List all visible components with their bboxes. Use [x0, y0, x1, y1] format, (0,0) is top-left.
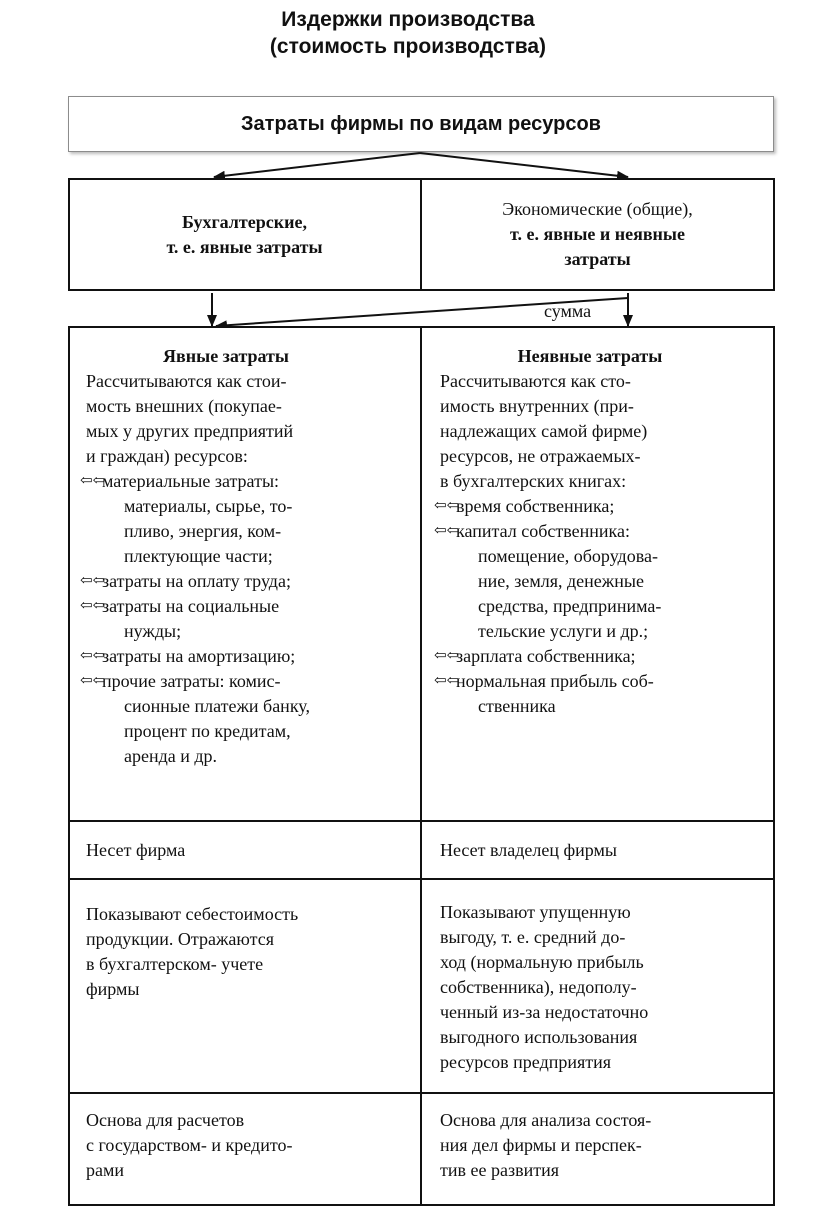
arrow-bullet-icon: ⇦⇦ — [80, 673, 106, 689]
title-line-1: Издержки производства — [281, 8, 535, 31]
arrow-bullet-icon: ⇦⇦ — [434, 673, 460, 689]
list-item-text: затраты на амортизацию; — [102, 646, 296, 666]
implicit-intro — [440, 369, 770, 494]
arrow-to-accounting — [214, 153, 420, 177]
explicit-basis-line: с государством- и кредито- — [86, 1135, 293, 1155]
explicit-intro-line: мость внешних (покупае- — [86, 396, 282, 416]
explicit-intro-line: и граждан) ресурсов: — [86, 446, 248, 466]
explicit-intro-line: Рассчитываются как стои- — [86, 371, 287, 391]
list-item-text: прочие затраты: комис- — [102, 671, 281, 691]
list-item-text: затраты на оплату труда; — [102, 571, 291, 591]
list-item — [434, 519, 770, 644]
list-item — [434, 644, 770, 669]
explicit-shows-line: фирмы — [86, 979, 140, 999]
list-item-text: средства, предпринима- — [478, 596, 662, 616]
explicit-basis-line: рами — [86, 1160, 125, 1180]
explicit-cost-list — [80, 469, 416, 769]
table-column-divider — [420, 326, 422, 1206]
implicit-intro-line: надлежащих самой фирме) — [440, 421, 648, 441]
arrow-bullet-icon: ⇦⇦ — [80, 473, 106, 489]
explicit-basis — [86, 1108, 406, 1183]
list-item-text: зарплата собственника; — [456, 646, 636, 666]
implicit-intro-line: ресурсов, не отражаемых- — [440, 446, 641, 466]
arrow-bullet-icon: ⇦⇦ — [434, 648, 460, 664]
list-item-text: процент по кредитам, — [124, 721, 291, 741]
table-row-divider-2 — [68, 878, 775, 880]
accounting-line-1: Бухгалтерские, — [182, 211, 307, 232]
implicit-costs-cell — [434, 344, 770, 719]
implicit-intro-line: в бухгалтерских книгах: — [440, 471, 627, 491]
explicit-heading: Явные затраты — [163, 346, 289, 366]
implicit-shows-line: ход (нормальную прибыль — [440, 952, 644, 972]
list-item-text: нужды; — [124, 621, 182, 641]
arrow-bullet-icon: ⇦⇦ — [80, 573, 106, 589]
list-item-text: время собственника; — [456, 496, 615, 516]
list-item-text: нормальная прибыль соб- — [456, 671, 654, 691]
list-item-text: затраты на социальные — [102, 596, 280, 616]
list-item-text: помещение, оборудова- — [478, 546, 658, 566]
sum-label: сумма — [544, 301, 592, 321]
explicit-basis-line: Основа для расчетов — [86, 1110, 245, 1130]
economic-line-3: затраты — [564, 249, 631, 269]
arrow-bullet-icon: ⇦⇦ — [434, 498, 460, 514]
explicit-shows-line: Показывают себестоимость — [86, 904, 299, 924]
list-item — [80, 669, 416, 769]
implicit-cost-list — [434, 494, 770, 719]
list-item-text: пливо, энергия, ком- — [124, 521, 282, 541]
explicit-costs-cell — [80, 344, 416, 769]
list-item — [80, 469, 416, 569]
list-item-text: сионные платежи банку, — [124, 696, 311, 716]
arrow-to-economic — [420, 153, 628, 177]
list-item-text: материалы, сырье, то- — [124, 496, 293, 516]
list-item-text: материальные затраты: — [102, 471, 280, 491]
implicit-shows-line: собственника), недополу- — [440, 977, 637, 997]
list-item-text: плектующие части; — [124, 546, 273, 566]
arrow-bullet-icon: ⇦⇦ — [80, 648, 106, 664]
list-item — [80, 594, 416, 644]
list-item — [80, 644, 416, 669]
economic-line-2: т. е. явные и неявные — [510, 224, 685, 244]
implicit-shows-line: выгодного использования — [440, 1027, 638, 1047]
explicit-shows — [86, 902, 406, 1002]
implicit-basis-line: ния дел фирмы и перспек- — [440, 1135, 642, 1155]
economic-costs-cell — [422, 180, 773, 289]
list-item — [80, 569, 416, 594]
explicit-shows-line: продукции. Отражаются — [86, 929, 274, 949]
accounting-costs-cell — [70, 180, 419, 289]
title-line-2: (стоимость производства) — [269, 35, 547, 58]
implicit-shows-line: Показывают упущенную — [440, 902, 631, 922]
implicit-shows-line: ресурсов предприятия — [440, 1052, 612, 1072]
implicit-basis — [440, 1108, 770, 1183]
implicit-bearer: Несет владелец фирмы — [440, 840, 617, 860]
table-row-divider-1 — [68, 820, 775, 822]
implicit-intro-line: имость внутренних (при- — [440, 396, 634, 416]
explicit-shows-line: в бухгалтерском- учете — [86, 954, 264, 974]
arrow-bullet-icon: ⇦⇦ — [434, 523, 460, 539]
implicit-shows-line: выгоду, т. е. средний до- — [440, 927, 626, 947]
list-item-text: ственника — [478, 696, 556, 716]
list-item-text: аренда и др. — [124, 746, 218, 766]
list-item-text: ние, земля, денежные — [478, 571, 644, 591]
implicit-basis-line: Основа для анализа состоя- — [440, 1110, 652, 1130]
explicit-intro-line: мых у других предприятий — [86, 421, 294, 441]
implicit-shows — [440, 900, 770, 1075]
implicit-intro-line: Рассчитываются как сто- — [440, 371, 631, 391]
accounting-line-2: т. е. явные затраты — [166, 236, 323, 257]
arrow-bullet-icon: ⇦⇦ — [80, 598, 106, 614]
list-item-text: капитал собственника: — [456, 521, 630, 541]
firm-costs-label: Затраты фирмы по видам ресурсов — [241, 112, 601, 135]
list-item — [434, 494, 770, 519]
implicit-basis-line: тив ее развития — [440, 1160, 559, 1180]
implicit-heading: Неявные затраты — [517, 346, 663, 366]
implicit-shows-line: ченный из-за недостаточно — [440, 1002, 649, 1022]
explicit-bearer: Несет фирма — [86, 840, 186, 860]
explicit-intro — [86, 369, 416, 469]
economic-line-1: Экономические (общие), — [502, 199, 693, 219]
list-item-text: тельские услуги и др.; — [478, 621, 649, 641]
list-item — [434, 669, 770, 719]
table-row-divider-3 — [68, 1092, 775, 1094]
